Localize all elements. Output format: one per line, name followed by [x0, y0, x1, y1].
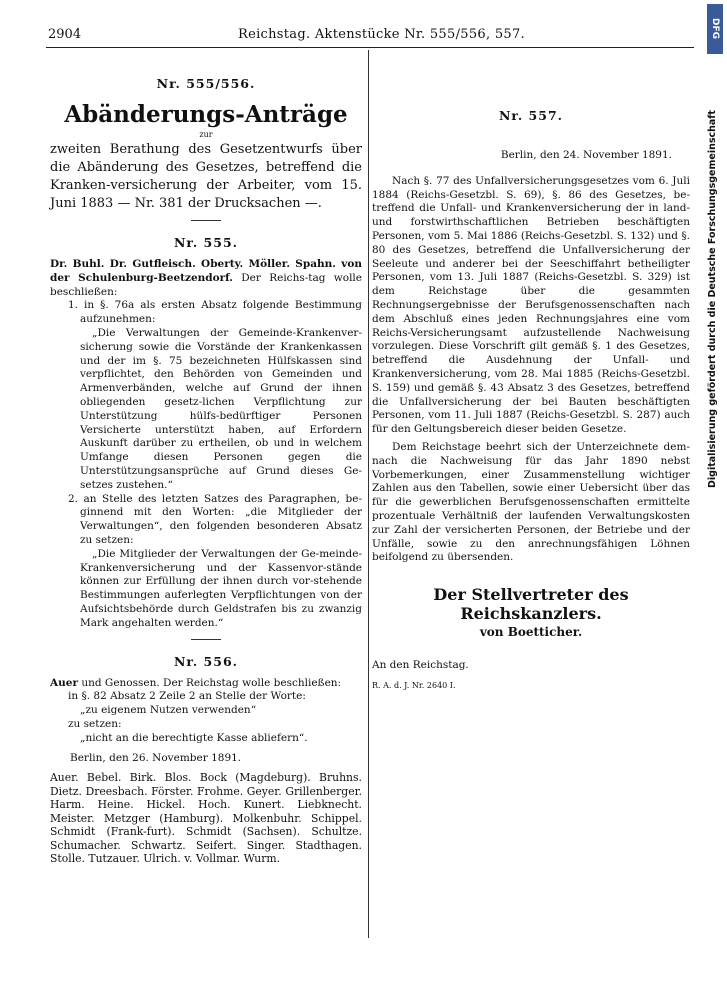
section-556-line-3: „zu eigenem Nutzen verwenden“	[80, 704, 257, 717]
addressee: An den Reichstag.	[372, 659, 469, 672]
header-rule	[46, 47, 694, 48]
paragraph-2: Dem Reichstage beehrt sich der Unterzeichnete dem-nach die Nachweisung für das Jahr 1890 nebst Vorbemerkungen, einer Zusammenstellung wichtiger Zahlen aus den Tabellen, sowie einer Uebersicht über das für die gewerblichen Berufsgenossenschaften ermittelte prozentuale Verhältniß der laufenden Verwaltungskosten zur Zahl der versicherten Personen, der Betriebe und der Unfälle, sowie zu den anrechnungsfähigen Löhnen beifolgend zu übersenden.	[372, 440, 690, 564]
column-divider	[368, 50, 369, 938]
section-555-quote-2: „Die Mitglieder der Verwaltungen der Ge-meinde-Krankenversicherung und der Kassenvor-stände können zur Erfüllung der ihnen durch vor-stehende Bestimmungen auferlegten Verpflichtungen von der Aufsichtsbehörde durch Geldstrafen bis zu zwanzig Mark angehalten werden.“	[80, 547, 362, 629]
funding-notice: Digitalisierung gefördert durch die Deutsche Forschungsgemeinschaft	[707, 110, 718, 488]
section-555-quote-1: „Die Verwaltungen der Gemeinde-Krankenver-sicherung sowie die Vorstände der Krankenkassen und der im §. 75 bezeichneten Hülfskassen sind verpflichtet, den Behörden von Gemeinden und Armenverbänden, welche auf Grund der ihnen obliegenden gesetz-lichen Verpflichtung zur Unterstützung hülfs-bedürftiger Personen Versicherte unterstützt haben, auf Erfordern Auskunft darüber zu ertheilen, ob und in welchem Umfange diesen Personen gegen die Unterstützungsansprüche auf Grund dieses Ge-setzes zustehen.“	[80, 326, 362, 491]
running-header: Reichstag. Aktenstücke Nr. 555/556, 557.	[238, 27, 525, 42]
section-556-line-5: „nicht an die berechtigte Kasse abliefern“.	[80, 731, 308, 744]
left-column	[50, 76, 362, 866]
left-heading-number: Nr. 555/556.	[156, 76, 256, 91]
signature-title: Der Stellvertreter des Reichskanzlers.	[433, 585, 629, 624]
section-555-item-1: 1. in §. 76a als ersten Absatz folgende Bestimmung aufzunehmen:	[68, 299, 362, 326]
dateline: Berlin, den 24. November 1891.	[500, 149, 672, 161]
paragraph-1: Nach §. 77 des Unfallversicherungsgesetzes vom 6. Juli 1884 (Reichs-Gesetzbl. S. 69), §. 86 des Gesetzes, be-treffend die Unfall- und Krankenversicherung der in land- und forstwirthschaftlichen Betrieben beschäftigten Personen, vom 5. Mai 1886 (Reichs-Gesetzbl. S. 132) und §. 80 des Gesetzes, betreffend die Unfallversicherung der Seeleute und anderer bei der Seeschiffahrt betheiligter Personen, vom 13. Juli 1887 (Reichs-Gesetzbl. S. 329) ist dem Reichstage über die gesammten Rechnungsergebnisse der Berufsgenossenschaften nach dem Abschluß eines jeden Rechnungsjahres eine vom Reichs-Versicherungsamt aufzustellende Nachweisung vorzulegen. Diese Vorschrift gilt gemäß §. 1 des Gesetzes, betreffend die Ausdehnung der Unfall- und Krankenversicherung, vom 28. Mai 1885 (Reichs-Gesetzbl. S. 159) und gemäß §. 43 Absatz 3 des Gesetzes, betreffend die Unfallversicherung der bei Bauten beschäftigten Personen, vom 11. Juli 1887 (Reichs-Gesetzbl. S. 287) auch für den Geltungsbereich dieser beiden Gesetze.	[372, 174, 690, 436]
section-556-line-1: und Genossen. Der Reichstag wolle beschließen:	[81, 676, 342, 689]
title-connector: zur	[199, 130, 213, 139]
page-number: 2904	[48, 27, 82, 42]
section-555-resolution: Der Reichs-tag wolle beschließen:	[50, 271, 362, 298]
dfg-logo: DFG	[707, 4, 723, 54]
section-556-line-2: in §. 82 Absatz 2 Zeile 2 an Stelle der Worte:	[68, 690, 306, 703]
right-heading-number: Nr. 557.	[498, 108, 563, 123]
section-556-author: Auer	[50, 676, 78, 689]
section-556-place-date: Berlin, den 26. November 1891.	[70, 751, 242, 764]
intro-text: zweiten Berathung des Gesetzentwurfs über die Abänderung des Gesetzes, betreffend die Kranken-versicherung der Arbeiter, vom 15. Juni 1883 — Nr. 381 der Drucksachen —.	[50, 142, 362, 211]
document-title: Abänderungs-Anträge	[64, 101, 348, 128]
section-556-signatures: Auer. Bebel. Birk. Blos. Bock (Magdeburg). Bruhns. Dietz. Dreesbach. Förster. Frohme. Geyer. Grillenberger. Harm. Heine. Hickel. Hoch. Kunert. Liebknecht. Meister. Metzger (Hamburg). Molkenbuhr. Schippel. Schmidt (Frank-furt). Schmidt (Sachsen). Schultze. Schumacher. Schwartz. Seifert. Singer. Stadthagen. Stolle. Tutzauer. Ulrich. v. Vollmar. Wurm.	[50, 771, 362, 866]
separator	[191, 639, 221, 640]
reference-number: R. A. d. J. Nr. 2640 I.	[372, 680, 456, 690]
separator	[191, 220, 221, 221]
section-556-line-4: zu setzen:	[68, 717, 122, 730]
section-555-authors: Dr. Buhl. Dr. Gutfleisch. Oberty. Möller. Spahn. von der Schulenburg-Beetzendorf.	[50, 258, 362, 284]
signature-name: von Boetticher.	[479, 625, 583, 640]
section-555-item-2: 2. an Stelle des letzten Satzes des Paragraphen, be-ginnend mit den Worten: „die Mitglieder der Verwaltungen“, den folgenden besonderen Absatz zu setzen:	[68, 492, 362, 546]
section-555-motion	[50, 258, 362, 299]
section-556-number: Nr. 556.	[173, 653, 238, 669]
section-556-motion	[50, 677, 362, 691]
section-555-number: Nr. 555.	[173, 235, 238, 250]
right-column	[372, 108, 690, 698]
